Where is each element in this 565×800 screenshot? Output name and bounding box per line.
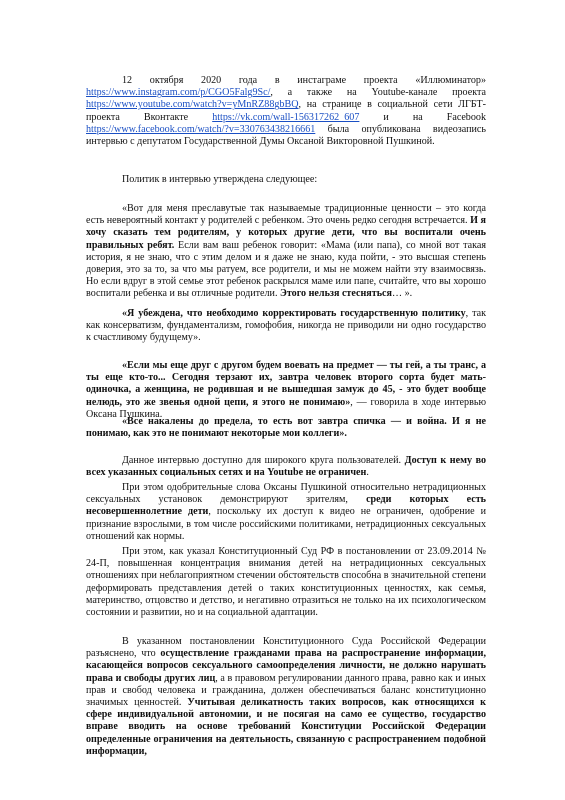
quote3-bold: «Если мы еще друг с другом будем воевать на предмет — ты гей, а ты транс, а ты еще кто-то... Сегодня терзают их, завтра человек второго сорта будет мать-одиночка, а женщина, не родившая и не вышедшая замуж до 45, - это будет вообще нелюдь, это же звенья одной цепи, я этого не понимаю»	[86, 360, 486, 408]
resolution-text-c: , а в правовом регулировании данного права, равно как и иных прав и свобод человека и гражданина, должен обеспечиваться баланс конституционно значимых ценностей.	[86, 672, 486, 709]
access-bold: Доступ к нему во всех указанных социальных сетях и на Youtube не ограничен	[86, 455, 487, 479]
quote1-bold-d: Этого нельзя стесняться	[280, 288, 392, 300]
quote2-text: , так как консерватизм, фундаментализм, гомофобия, никогда не приводили ни одно государство к счастливому будущему».	[86, 308, 487, 344]
intro-text-c: , на странице в социальной сети ЛГБТ-проекта Вконтакте	[86, 99, 486, 123]
quote-fight	[86, 360, 486, 421]
vk-link[interactable]: https://vk.com/wall-156317262_607	[212, 111, 360, 123]
resolution-text-a: В указанном постановлении Конституционного Суда Российской Федерации разъяснено, что	[86, 636, 486, 660]
resolution-bold-b: осуществление гражданами права на распространение информации, касающейся вопросов сексуального самоопределения личности, не должно нарушать права и свободы других лиц	[86, 648, 486, 684]
quote-traditional-values	[86, 203, 486, 301]
approval-text-c: , поскольку их доступ к видео не ограничен, одобрение и признание взрослыми, в том числе российскими политиками, нетрадиционных сексуальных отношений как нормы.	[86, 506, 486, 542]
quote1-text-e: … ».	[392, 288, 413, 300]
intro-text-b: , а также на Youtube-канале проекта	[270, 87, 486, 99]
quote-war	[86, 416, 486, 440]
intro-paragraph	[86, 75, 486, 148]
approval-text-a: При этом одобрительные слова Оксаны Пушкиной относительно нетрадиционных сексуальных установок демонстрируют зрителям,	[86, 482, 486, 506]
instagram-link[interactable]: https://www.instagram.com/p/CGO5Falg9Sc/	[86, 87, 271, 99]
interview-intro: Политик в интервью утверждена следующее:	[122, 174, 318, 185]
quote1-bold-b: И я хочу сказать тем родителям, у которых другие дети, что вы воспитали очень правильных ребят.	[86, 215, 486, 251]
quote1-text-a: «Вот для меня преславутые так называемые традиционные ценности – это когда есть невероятный контакт у родителей с ребенком. Это очень редко сегодня встречается.	[86, 203, 486, 227]
quote3-text: , — говорила в ходе интервью Оксана Пушкина.	[86, 396, 486, 420]
access-text-a: Данное интервью доступно для широкого круга пользователей.	[122, 455, 405, 466]
youtube-link[interactable]: https://www.youtube.com/watch?v=yMnRZ88gbBQ	[86, 99, 299, 111]
resolution-paragraph	[86, 636, 486, 758]
quote2-bold: «Я убеждена, что необходимо корректировать государственную политику	[122, 308, 466, 319]
approval-bold: среди которых есть несовершеннолетние дети	[86, 494, 486, 518]
intro-text-a: 12 октября 2020 года в инстаграме проекта «Иллюминатор»	[122, 75, 486, 86]
access-paragraph	[86, 455, 486, 479]
intro-text-e: была опубликована видеозапись интервью с депутатом Государственной Думы Оксаной Викторовной Пушкиной.	[86, 123, 486, 148]
constitutional-court-paragraph: При этом, как указал Конституционный Суд РФ в постановлении от 23.09.2014 № 24-П, повышенная концентрация внимания детей на нетрадиционных сексуальных отношениях при неблагоприятном стечении обстоятельств способна в значительной степени деформировать представления детей о таких конституционных ценностях, как семья, материнство, отцовство и детство, и негативно отразиться не только на их психологическом состоянии и развитии, но и на социальной адаптации.	[86, 546, 486, 619]
facebook-link[interactable]: https://www.facebook.com/watch/?v=330763438216661	[86, 123, 316, 135]
resolution-bold-d: Учитывая деликатность таких вопросов, как относящихся к сфере индивидуальной автономии, и не посягая на само ее существо, государство вправе вводить на основе требований Конституции Российской Федерации определенные ограничения на деятельность, связанную с распространением подобной информации,	[86, 697, 486, 757]
quote4-bold: «Все накалены до предела, то есть вот завтра спичка — и война. И я не понимаю, как это не понимают некоторые мои коллеги».	[86, 416, 486, 440]
approval-paragraph	[86, 482, 486, 543]
access-text-c: .	[366, 467, 369, 479]
quote1-text-c: Если вам ваш ребенок говорит: «Мама (или папа), со мной вот такая история, я не знаю, что с этим делом и я даже не знаю, куда пойти, - это высшая степень доверия, это за то, за что мы ратуем, все родители, и мы не можем найти эту взаимосвязь. Но если вдруг в этой семье этот ребенок раскрылся маме или папе, считайте, что вы хорошо воспитали ребенка и вы отличные родители.	[86, 239, 486, 300]
intro-text-d: и на Facebook	[359, 111, 486, 123]
quote-state-policy	[86, 308, 486, 345]
